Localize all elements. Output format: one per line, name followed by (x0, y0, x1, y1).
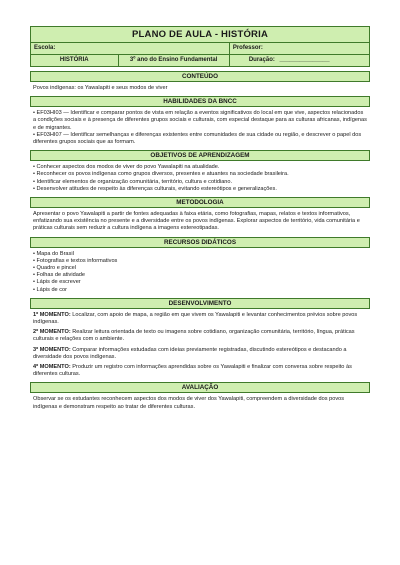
metodologia-text: Apresentar o povo Yawalapiti a partir de fontes adequadas à faixa etária, como fotografias, mapas, relatos e textos informativos, enfatizando sua existência no presente e a diversidade entre os povos indígenas. Explorar aspectos de território, vida comunitária e práticas culturais sem reduzir a cultura indígena a imagens estereotipadas. (33, 211, 360, 232)
objetivo-item: • Conhecer aspectos dos modos de viver do povo Yawalapiti na atualidade. (33, 164, 220, 171)
header-row-school (30, 43, 370, 55)
objetivo-item: • Desenvolver atitudes de respeito às diferenças culturais, evitando estereótipos e generalizações. (33, 185, 277, 192)
recursos-list (30, 248, 370, 294)
recurso-item: • Fotografias e textos informativos (33, 257, 118, 264)
moment-label: 4º MOMENTO: (33, 364, 71, 371)
moment-label: 1º MOMENTO: (33, 311, 71, 318)
moment-label: 2º MOMENTO: (33, 329, 71, 336)
moment-2 (30, 326, 370, 343)
section-heading-bncc: HABILIDADES DA BNCC (30, 96, 370, 107)
moment-text: Realizar leitura orientada de texto ou imagens sobre cotidiano, organização comunitária, território, língua, práticas culturais e relações com o ambiente. (33, 329, 355, 343)
escola-label: Escola: (31, 43, 230, 54)
moment-4 (30, 361, 370, 378)
duration-label: Duração: (248, 57, 275, 63)
section-heading-recursos: RECURSOS DIDÁTICOS (30, 237, 370, 248)
objetivo-item: • Reconhecer os povos indígenas como grupos diversos, presentes e atuantes na sociedade brasileira. (33, 171, 289, 178)
section-heading-avaliacao: AVALIAÇÃO (30, 382, 370, 393)
bncc-item: • EF03HI03 — Identificar e comparar pontos de vista em relação a eventos significativos do local em que vive, aspectos relacionados a condições sociais e à presença de diferentes grupos sociais e culturais, com especial destaque para as culturas africanas, indígenas e de migrantes. (33, 110, 367, 131)
document-title: PLANO DE AULA - HISTÓRIA (30, 26, 370, 43)
recurso-item: • Mapa do Brasil (33, 250, 74, 257)
moment-1 (30, 309, 370, 326)
lesson-plan-page (30, 26, 370, 411)
objetivos-list (30, 161, 370, 193)
objetivo-item: • Identificar elementos de organização comunitária, território, cultura e cotidiano. (33, 178, 233, 185)
header-row-class (30, 55, 370, 67)
grade-label: 3º ano do Ensino Fundamental (119, 55, 230, 66)
moment-text: Produzir um registro com informações aprendidas sobre os Yawalapiti e finalizar com conversa sobre respeito às diferentes culturas. (33, 364, 352, 378)
recurso-item: • Lápis de escrever (33, 279, 81, 286)
bncc-list (30, 107, 370, 146)
duration-field (230, 55, 369, 66)
section-heading-objetivos: OBJETIVOS DE APRENDIZAGEM (30, 150, 370, 161)
section-heading-metodologia: METODOLOGIA (30, 197, 370, 208)
discipline-label: HISTÓRIA (31, 55, 119, 66)
duration-value: _______________ (279, 57, 330, 63)
bncc-item: • EF03HI07 — Identificar semelhanças e diferenças existentes entre comunidades de sua cidade ou região, e descrever o papel dos diferentes grupos sociais que as formam. (33, 131, 362, 146)
avaliacao-text: Observar se os estudantes reconhecem aspectos dos modos de viver dos Yawalapiti, compreendem a diversidade dos povos indígenas e demonstram respeito ao tratar de diferentes culturas. (33, 396, 345, 410)
recurso-item: • Folhas de atividade (33, 272, 86, 279)
moment-text: Comparar informações estudadas com ideias previamente registradas, discutindo estereótipos e destacando a diversidade dos povos indígenas. (33, 346, 347, 360)
recurso-item: • Quadro e pincel (33, 265, 77, 272)
moment-3 (30, 344, 370, 361)
section-heading-conteudo: CONTEÚDO (30, 71, 370, 82)
moment-label: 3º MOMENTO: (33, 346, 71, 353)
conteudo-text: Povos indígenas: os Yawalapiti e seus modos de viver (33, 85, 168, 91)
section-heading-desenvolvimento: DESENVOLVIMENTO (30, 298, 370, 309)
moment-text: Localizar, com apoio de mapa, a região em que vivem os Yawalapiti e levantar conhecimentos prévios sobre povos indígenas. (33, 311, 358, 326)
professor-label: Professor: (232, 45, 263, 51)
recurso-item: • Lápis de cor (33, 286, 67, 293)
